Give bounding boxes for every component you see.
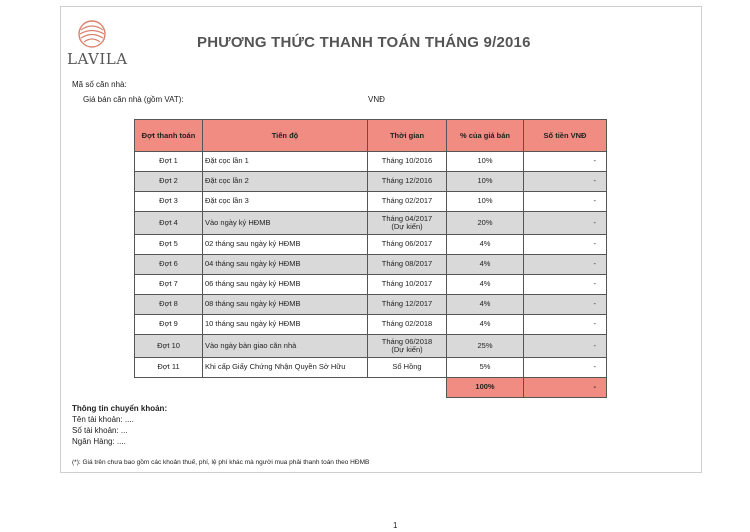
percent-cell: 4%	[447, 255, 524, 275]
stage-cell: Đợt 1	[135, 152, 203, 172]
amount-cell: -	[524, 315, 607, 335]
table-row	[135, 235, 607, 255]
progress-cell: Vào ngày bàn giao căn nhà	[203, 335, 368, 358]
amount-cell: -	[524, 235, 607, 255]
header-amount: Số tiền VNĐ	[524, 120, 607, 152]
table-row	[135, 192, 607, 212]
time-cell: Tháng 12/2016	[368, 172, 447, 192]
table-row	[135, 275, 607, 295]
progress-cell: Đặt cọc lần 3	[203, 192, 368, 212]
percent-cell: 5%	[447, 358, 524, 378]
amount-cell: -	[524, 255, 607, 275]
table-row	[135, 358, 607, 378]
percent-cell: 4%	[447, 275, 524, 295]
table-total-row	[135, 378, 607, 398]
price-label: Giá bán căn nhà (gồm VAT):	[83, 95, 184, 104]
stage-cell: Đợt 10	[135, 335, 203, 358]
total-amount-cell: -	[524, 378, 607, 398]
percent-cell: 4%	[447, 235, 524, 255]
lavila-logo	[67, 19, 128, 68]
amount-cell: -	[524, 335, 607, 358]
time-cell: Tháng 12/2017	[368, 295, 447, 315]
table-row	[135, 295, 607, 315]
percent-cell: 10%	[447, 152, 524, 172]
header-stage: Đợt thanh toán	[135, 120, 203, 152]
time-value: Tháng 04/2017	[381, 213, 433, 223]
payment-schedule-table	[134, 119, 607, 398]
footnote: (*): Giá trên chưa bao gồm các khoản thuế, phí, lệ phí khác mà người mua phải thanh toán theo HĐMB	[72, 459, 370, 466]
stage-cell: Đợt 11	[135, 358, 203, 378]
total-percent-cell: 100%	[447, 378, 524, 398]
stage-cell: Đợt 2	[135, 172, 203, 192]
stage-cell: Đợt 7	[135, 275, 203, 295]
time-cell: Tháng 06/2017	[368, 235, 447, 255]
progress-cell: 08 tháng sau ngày ký HĐMB	[203, 295, 368, 315]
page-number: 1	[393, 521, 398, 530]
progress-cell: 02 tháng sau ngày ký HĐMB	[203, 235, 368, 255]
lavila-emblem-icon	[75, 19, 109, 49]
amount-cell: -	[524, 275, 607, 295]
header-time: Thời gian	[368, 120, 447, 152]
time-cell: Tháng 02/2018	[368, 315, 447, 335]
time-value: Tháng 06/2018	[381, 336, 433, 346]
amount-cell: -	[524, 172, 607, 192]
transfer-info	[72, 403, 167, 447]
progress-cell: Vào ngày ký HĐMB	[203, 212, 368, 235]
stage-cell: Đợt 8	[135, 295, 203, 315]
progress-cell: 10 tháng sau ngày ký HĐMB	[203, 315, 368, 335]
house-code-label: Mã số căn nhà:	[72, 80, 127, 89]
account-number: Số tài khoản: ...	[72, 426, 128, 435]
stage-cell: Đợt 3	[135, 192, 203, 212]
percent-cell: 10%	[447, 192, 524, 212]
progress-cell: Khi cấp Giấy Chứng Nhận Quyền Sở Hữu	[203, 358, 368, 378]
amount-cell: -	[524, 212, 607, 235]
table-row	[135, 315, 607, 335]
table-row	[135, 152, 607, 172]
progress-cell: Đặt cọc lần 2	[203, 172, 368, 192]
time-cell: Sổ Hồng	[368, 358, 447, 378]
table-header-row	[135, 120, 607, 152]
table-row	[135, 255, 607, 275]
header-progress: Tiến độ	[203, 120, 368, 152]
time-cell: Tháng 10/2017	[368, 275, 447, 295]
amount-cell: -	[524, 295, 607, 315]
time-note: (Dự kiến)	[391, 345, 423, 354]
progress-cell: 06 tháng sau ngày ký HĐMB	[203, 275, 368, 295]
progress-cell: 04 tháng sau ngày ký HĐMB	[203, 255, 368, 275]
stage-cell: Đợt 4	[135, 212, 203, 235]
percent-cell: 4%	[447, 295, 524, 315]
amount-cell: -	[524, 358, 607, 378]
percent-cell: 4%	[447, 315, 524, 335]
time-cell	[368, 335, 447, 358]
table-row	[135, 212, 607, 235]
time-note: (Dự kiến)	[391, 222, 423, 231]
stage-cell: Đợt 9	[135, 315, 203, 335]
brand-name: LAVILA	[67, 50, 128, 68]
time-cell	[368, 212, 447, 235]
amount-cell: -	[524, 192, 607, 212]
stage-cell: Đợt 6	[135, 255, 203, 275]
page-title: PHƯƠNG THỨC THANH TOÁN THÁNG 9/2016	[197, 34, 531, 51]
progress-cell: Đặt cọc lần 1	[203, 152, 368, 172]
stage-cell: Đợt 5	[135, 235, 203, 255]
percent-cell: 10%	[447, 172, 524, 192]
amount-cell: -	[524, 152, 607, 172]
time-cell: Tháng 02/2017	[368, 192, 447, 212]
header-percent: % của giá bán	[447, 120, 524, 152]
percent-cell: 20%	[447, 212, 524, 235]
percent-cell: 25%	[447, 335, 524, 358]
table-row	[135, 172, 607, 192]
payment-schedule-sheet	[60, 6, 702, 473]
transfer-heading: Thông tin chuyển khoản:	[72, 404, 168, 413]
bank-name: Ngân Hàng: ....	[72, 437, 126, 446]
table-row	[135, 335, 607, 358]
time-cell: Tháng 08/2017	[368, 255, 447, 275]
price-unit: VNĐ	[368, 95, 385, 104]
time-cell: Tháng 10/2016	[368, 152, 447, 172]
account-name: Tên tài khoản: ....	[72, 415, 134, 424]
